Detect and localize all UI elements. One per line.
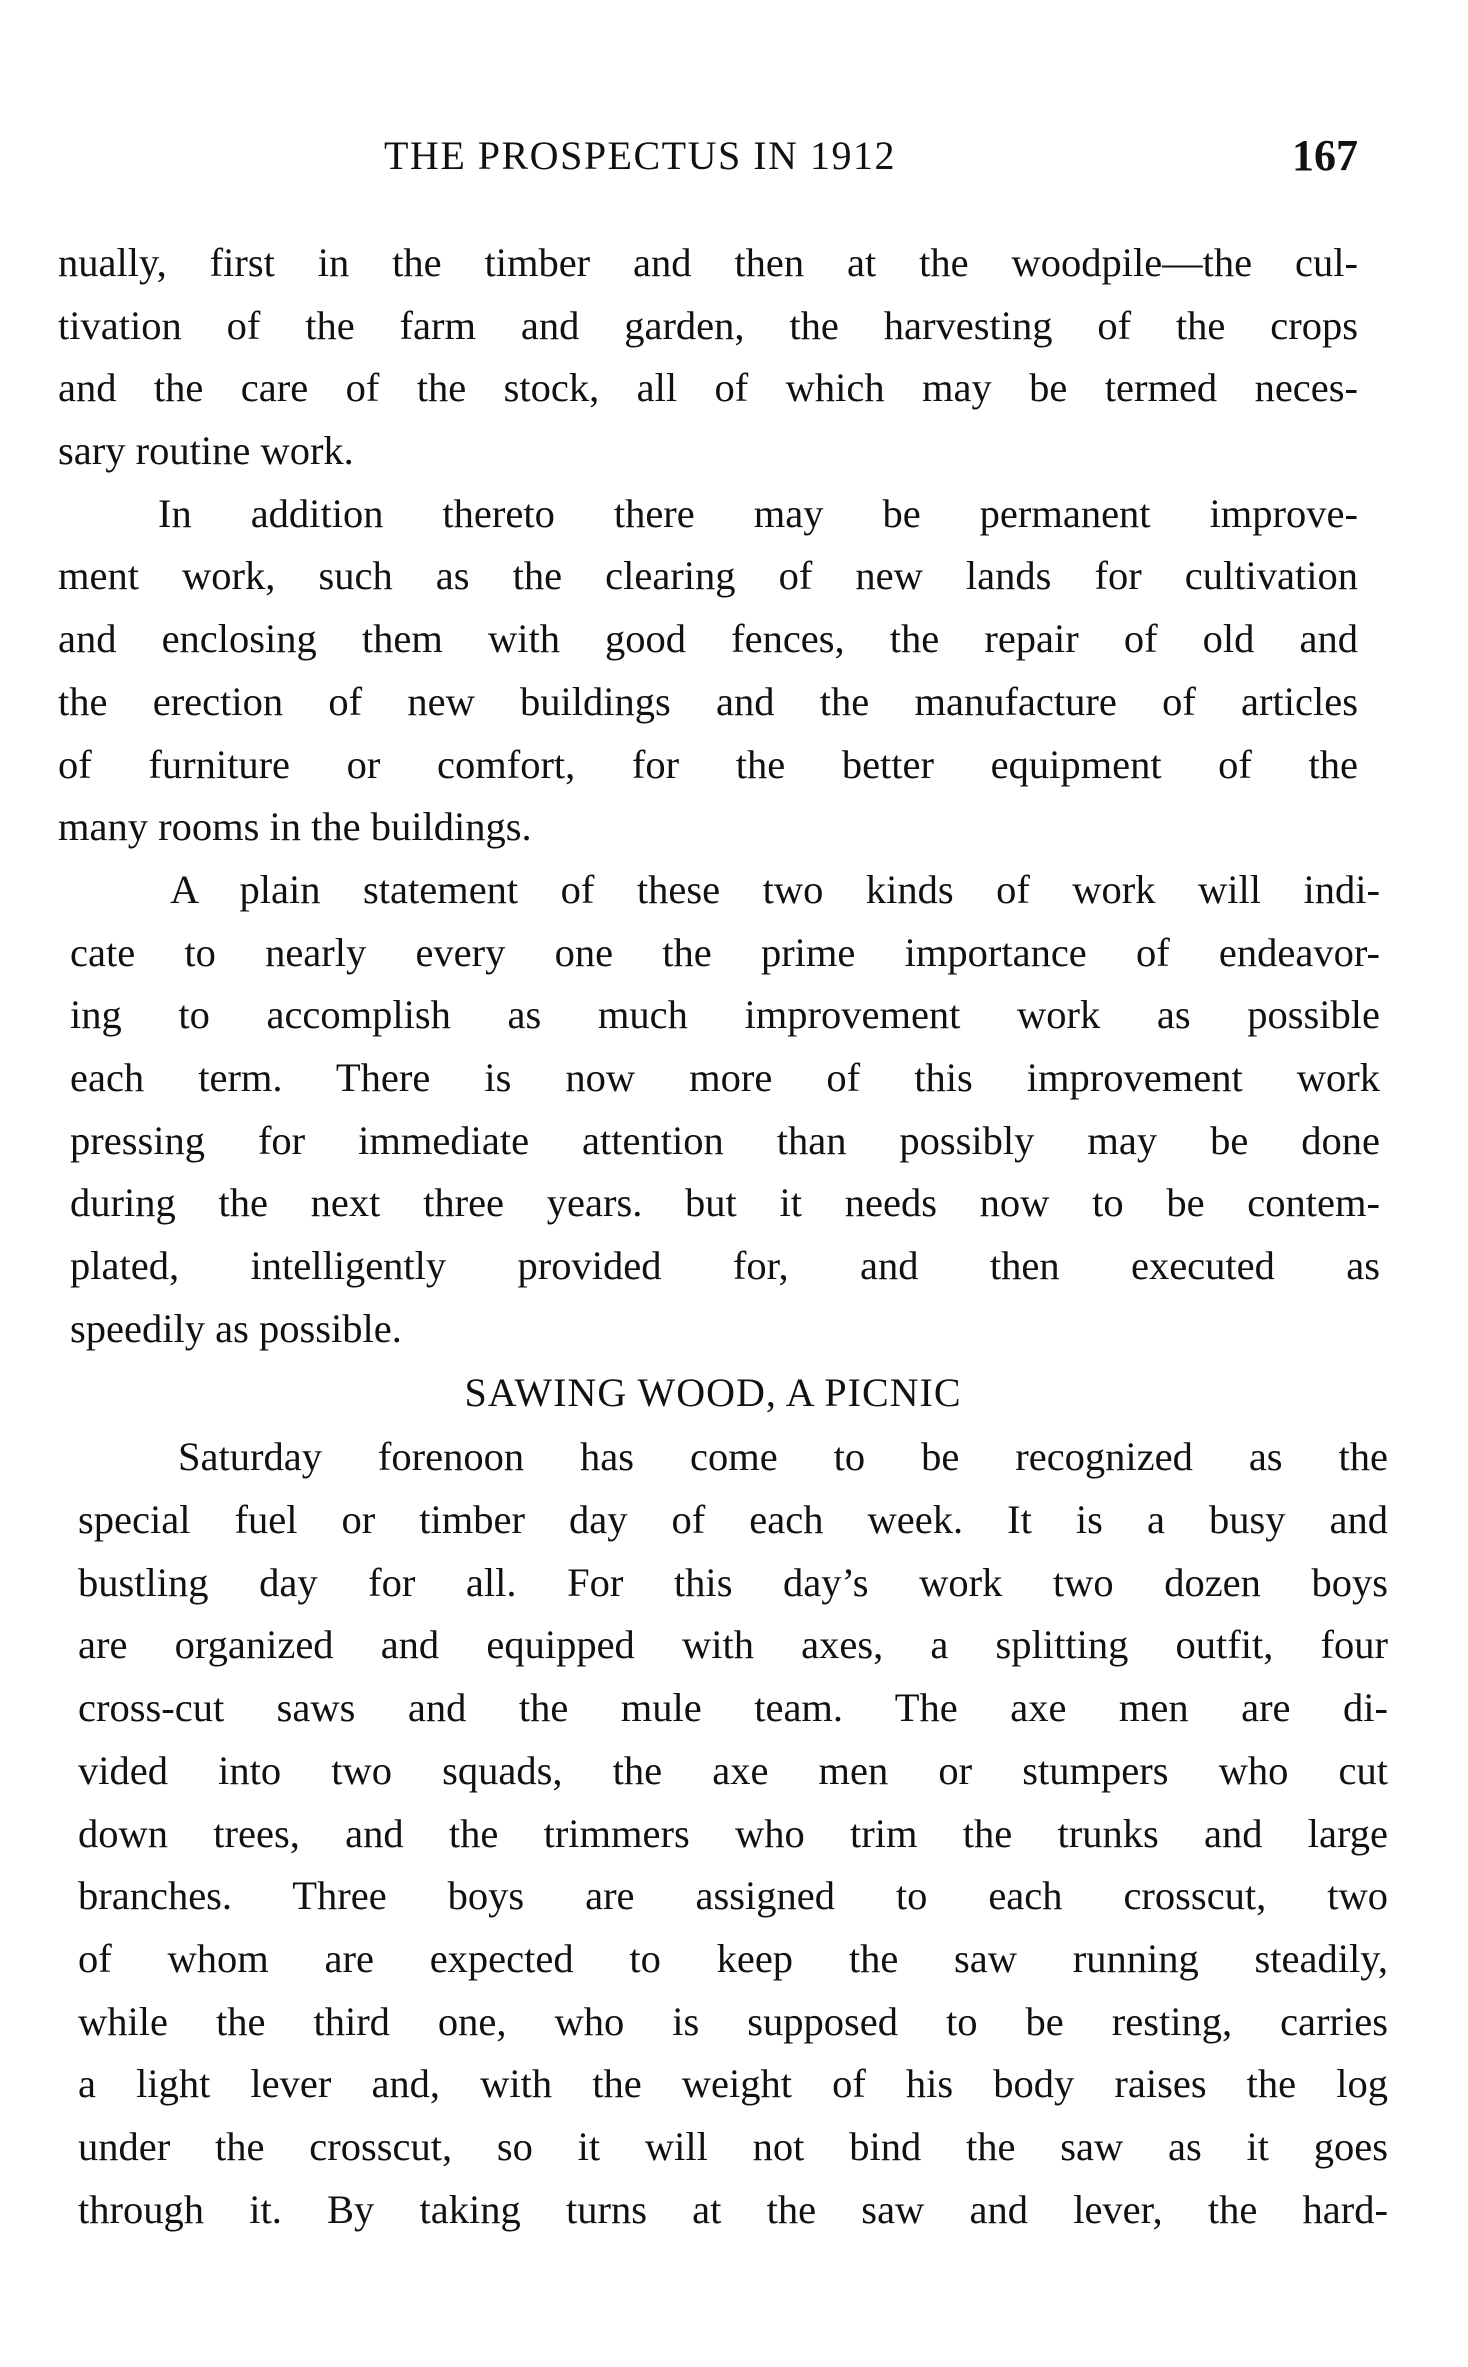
running-title: THE PROSPECTUS IN 1912 (384, 133, 896, 178)
text-line: of furniture or comfort, for the better equipment of the (58, 741, 1358, 787)
text-line: are organized and equipped with axes, a splitting outfit, four (78, 1622, 1388, 1668)
running-head (0, 126, 1468, 186)
paragraph (58, 483, 1358, 859)
text-line: tivation of the farm and garden, the harvesting of the crops (58, 302, 1358, 348)
text-line: ment work, such as the clearing of new lands for cultivation (58, 553, 1358, 599)
text-line: the erection of new buildings and the manufacture of articles (58, 678, 1358, 724)
text-line: and the care of the stock, all of which may be termed neces- (58, 365, 1358, 411)
text-line: during the next three years. but it needs now to be contem- (70, 1180, 1380, 1226)
text-line: each term. There is now more of this improvement work (70, 1054, 1380, 1100)
text-line: bustling day for all. For this day’s work two dozen boys (78, 1559, 1388, 1605)
text-line: through it. By taking turns at the saw and lever, the hard- (78, 2186, 1388, 2232)
text-line: while the third one, who is supposed to be resting, carries (78, 1998, 1388, 2044)
text-line: down trees, and the trimmers who trim the trunks and large (78, 1810, 1388, 1856)
text-line: ing to accomplish as much improvement work as possible (70, 992, 1380, 1038)
text-line: branches. Three boys are assigned to each crosscut, two (78, 1873, 1388, 1919)
text-line: A plain statement of these two kinds of work will indi- (170, 866, 1380, 912)
text-line: and enclosing them with good fences, the repair of old and (58, 616, 1358, 662)
text-line: sary routine work. (58, 428, 354, 474)
text-line: under the crosscut, so it will not bind the saw as it goes (78, 2123, 1388, 2169)
text-line: Saturday forenoon has come to be recognized as the (178, 1434, 1388, 1480)
text-line: many rooms in the buildings. (58, 804, 532, 850)
paragraph (58, 232, 1358, 483)
text-line: a light lever and, with the weight of his body raises the log (78, 2061, 1388, 2107)
section-heading: SAWING WOOD, A PICNIC (464, 1370, 962, 1416)
text-line: In addition thereto there may be permanent improve- (158, 490, 1358, 536)
text-line: speedily as possible. (70, 1305, 402, 1351)
text-line: plated, intelligently provided for, and then executed as (70, 1243, 1380, 1288)
body-text (58, 232, 1388, 2241)
page-number: 167 (1292, 131, 1358, 180)
text-line: cross-cut saws and the mule team. The axe men are di- (78, 1685, 1388, 1731)
text-line: nually, first in the timber and then at the woodpile—the cul- (58, 240, 1358, 285)
text-line: vided into two squads, the axe men or stumpers who cut (78, 1747, 1388, 1793)
text-line: pressing for immediate attention than possibly may be done (70, 1117, 1380, 1163)
paragraph (70, 859, 1380, 1361)
text-line: special fuel or timber day of each week. It is a busy and (78, 1497, 1388, 1543)
text-line: of whom are expected to keep the saw running steadily, (78, 1935, 1388, 1981)
paragraph (78, 1426, 1388, 2241)
text-line: cate to nearly every one the prime importance of endeavor- (70, 929, 1380, 975)
